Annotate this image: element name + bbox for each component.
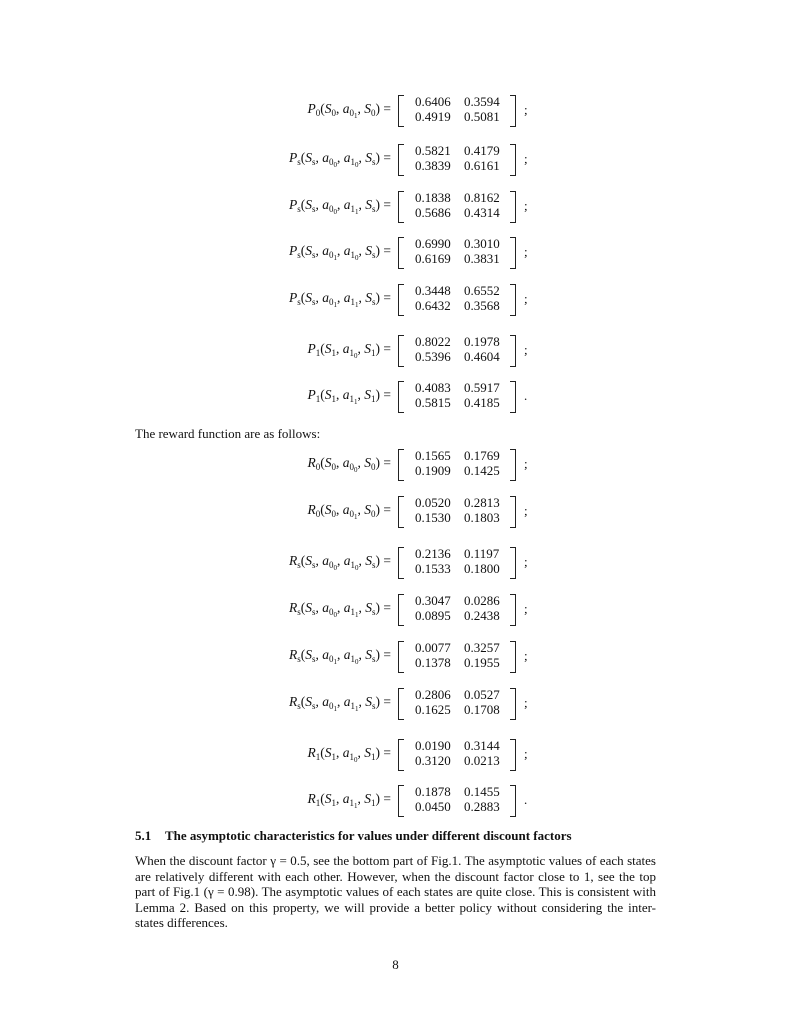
equation-punctuation: ; [524, 746, 528, 761]
matrix-cell: 0.1803 [464, 510, 500, 525]
matrix [398, 144, 516, 174]
transition-equation [0, 335, 791, 365]
matrix-cell: 0.5081 [464, 109, 500, 124]
matrix-cell: 0.6432 [415, 298, 451, 313]
matrix-cell: 0.1800 [464, 561, 500, 576]
matrix-cell: 0.2136 [415, 546, 451, 561]
matrix-cell: 0.2813 [464, 495, 500, 510]
left-bracket [398, 739, 404, 771]
equation-lhs: $P_s(S_s$, $a_{0_0}$, $a_{1_0}$, $S_s$) = [288, 150, 391, 169]
equation-punctuation: ; [524, 244, 528, 259]
matrix-cell: 0.0895 [415, 608, 451, 623]
equation-punctuation: ; [524, 503, 528, 518]
matrix [398, 449, 516, 479]
matrix-cell: 0.0190 [415, 738, 451, 753]
reward-equation [0, 594, 791, 624]
left-bracket [398, 284, 404, 316]
transition-equation [0, 237, 791, 267]
matrix-cell: 0.1425 [464, 463, 500, 478]
matrix-cell: 0.6169 [415, 251, 451, 266]
matrix [398, 496, 516, 526]
left-bracket [398, 785, 404, 817]
equation-punctuation: ; [524, 102, 528, 117]
right-bracket [510, 496, 516, 528]
matrix-cell: 0.1909 [415, 463, 451, 478]
matrix-cell: 0.3448 [415, 283, 451, 298]
transition-equation [0, 381, 791, 411]
right-bracket [510, 335, 516, 367]
right-bracket [510, 547, 516, 579]
reward-equation [0, 739, 791, 769]
matrix [398, 688, 516, 718]
section-number: 5.1 [135, 828, 152, 843]
matrix-cell: 0.4314 [464, 205, 500, 220]
matrix-cell: 0.6406 [415, 94, 451, 109]
left-bracket [398, 496, 404, 528]
equation-punctuation: ; [524, 151, 528, 166]
matrix-cell: 0.0450 [415, 799, 451, 814]
equation-lhs: $R_0(S_0$, $a_{0_1}$, $S_0$) = [307, 502, 391, 521]
left-bracket [398, 144, 404, 176]
matrix-cell: 0.3257 [464, 640, 500, 655]
matrix [398, 594, 516, 624]
equation-punctuation: ; [524, 554, 528, 569]
equation-punctuation: ; [524, 601, 528, 616]
equation-lhs: $P_s(S_s$, $a_{0_1}$, $a_{1_1}$, $S_s$) = [288, 290, 391, 309]
matrix-cell: 0.2883 [464, 799, 500, 814]
matrix-cell: 0.1197 [464, 546, 500, 561]
matrix-cell: 0.3839 [415, 158, 451, 173]
equation-lhs: $R_s(S_s$, $a_{0_0}$, $a_{1_0}$, $S_s$) = [288, 553, 391, 572]
matrix-cell: 0.3120 [415, 753, 451, 768]
matrix-cell: 0.5686 [415, 205, 451, 220]
matrix-cell: 0.4083 [415, 380, 451, 395]
matrix-cell: 0.6990 [415, 236, 451, 251]
left-bracket [398, 449, 404, 481]
section-paragraph: When the discount factor γ = 0.5, see the bottom part of Fig.1. The asymptotic values of each states are relatively different with each other. However, when the discount factor close to 1, see the top part of Fig.1 (γ = 0.98). The asymptotic values of each states are quite close. This is consistent with Lemma 2. Based on this property, we will provide a better policy without considering the inter-states differences. [135, 853, 656, 930]
matrix-cell: 0.1978 [464, 334, 500, 349]
matrix-cell: 0.6552 [464, 283, 500, 298]
equation-lhs: $P_s(S_s$, $a_{0_1}$, $a_{1_0}$, $S_s$) = [288, 243, 391, 262]
equation-punctuation: ; [524, 648, 528, 663]
right-bracket [510, 688, 516, 720]
right-bracket [510, 191, 516, 223]
matrix-cell: 0.0527 [464, 687, 500, 702]
left-bracket [398, 381, 404, 413]
equation-punctuation: ; [524, 695, 528, 710]
reward-equation [0, 785, 791, 815]
matrix-cell: 0.0520 [415, 495, 451, 510]
reward-equation [0, 496, 791, 526]
right-bracket [510, 381, 516, 413]
equation-punctuation: . [524, 388, 528, 403]
equation-lhs: $R_1(S_1$, $a_{1_1}$, $S_1$) = [307, 791, 391, 810]
matrix-cell: 0.1769 [464, 448, 500, 463]
matrix-cell: 0.8022 [415, 334, 451, 349]
matrix-cell: 0.5821 [415, 143, 451, 158]
reward-equation [0, 641, 791, 671]
transition-equation [0, 144, 791, 174]
right-bracket [510, 237, 516, 269]
equation-punctuation: ; [524, 291, 528, 306]
matrix [398, 547, 516, 577]
matrix-cell: 0.6161 [464, 158, 500, 173]
matrix-cell: 0.1838 [415, 190, 451, 205]
matrix-cell: 0.2438 [464, 608, 500, 623]
equation-punctuation: ; [524, 456, 528, 471]
right-bracket [510, 144, 516, 176]
matrix-cell: 0.1708 [464, 702, 500, 717]
section-title: The asymptotic characteristics for values under different discount factors [165, 828, 572, 843]
matrix-cell: 0.1565 [415, 448, 451, 463]
matrix [398, 381, 516, 411]
section-heading [135, 828, 572, 844]
right-bracket [510, 641, 516, 673]
left-bracket [398, 547, 404, 579]
matrix [398, 191, 516, 221]
matrix-cell: 0.5917 [464, 380, 500, 395]
equation-lhs: $R_s(S_s$, $a_{0_0}$, $a_{1_1}$, $S_s$) = [288, 600, 391, 619]
reward-equation [0, 547, 791, 577]
matrix [398, 641, 516, 671]
matrix-cell: 0.1878 [415, 784, 451, 799]
left-bracket [398, 191, 404, 223]
equation-lhs: $R_1(S_1$, $a_{1_0}$, $S_1$) = [307, 745, 391, 764]
equation-lhs: $R_s(S_s$, $a_{0_1}$, $a_{1_1}$, $S_s$) = [288, 694, 391, 713]
equation-punctuation: ; [524, 342, 528, 357]
matrix-cell: 0.0286 [464, 593, 500, 608]
matrix-cell: 0.5815 [415, 395, 451, 410]
matrix [398, 95, 516, 125]
matrix [398, 237, 516, 267]
matrix-cell: 0.3594 [464, 94, 500, 109]
equation-lhs: $R_0(S_0$, $a_{0_0}$, $S_0$) = [307, 455, 391, 474]
left-bracket [398, 237, 404, 269]
transition-equation [0, 95, 791, 125]
matrix-cell: 0.3831 [464, 251, 500, 266]
equation-punctuation: ; [524, 198, 528, 213]
matrix-cell: 0.0213 [464, 753, 500, 768]
equation-lhs: $P_s(S_s$, $a_{0_0}$, $a_{1_1}$, $S_s$) = [288, 197, 391, 216]
matrix-cell: 0.1533 [415, 561, 451, 576]
matrix-cell: 0.5396 [415, 349, 451, 364]
left-bracket [398, 95, 404, 127]
equation-punctuation: . [524, 792, 528, 807]
matrix-cell: 0.4179 [464, 143, 500, 158]
reward-equation [0, 449, 791, 479]
matrix-cell: 0.4919 [415, 109, 451, 124]
equation-lhs: $P_1(S_1$, $a_{1_0}$, $S_1$) = [307, 341, 391, 360]
matrix-cell: 0.4185 [464, 395, 500, 410]
right-bracket [510, 284, 516, 316]
right-bracket [510, 594, 516, 626]
matrix [398, 335, 516, 365]
reward-intro: The reward function are as follows: [135, 426, 321, 441]
matrix-cell: 0.3144 [464, 738, 500, 753]
matrix [398, 284, 516, 314]
matrix-cell: 0.3568 [464, 298, 500, 313]
matrix-cell: 0.3047 [415, 593, 451, 608]
matrix-cell: 0.1955 [464, 655, 500, 670]
transition-equation [0, 284, 791, 314]
matrix-cell: 0.1530 [415, 510, 451, 525]
matrix-cell: 0.8162 [464, 190, 500, 205]
left-bracket [398, 594, 404, 626]
matrix-cell: 0.3010 [464, 236, 500, 251]
matrix-cell: 0.2806 [415, 687, 451, 702]
reward-equation [0, 688, 791, 718]
left-bracket [398, 641, 404, 673]
matrix-cell: 0.4604 [464, 349, 500, 364]
right-bracket [510, 739, 516, 771]
right-bracket [510, 785, 516, 817]
left-bracket [398, 688, 404, 720]
matrix-cell: 0.1625 [415, 702, 451, 717]
page-number: 8 [392, 957, 399, 972]
equation-lhs: $R_s(S_s$, $a_{0_1}$, $a_{1_0}$, $S_s$) = [288, 647, 391, 666]
right-bracket [510, 95, 516, 127]
matrix-cell: 0.1455 [464, 784, 500, 799]
matrix-cell: 0.1378 [415, 655, 451, 670]
matrix-cell: 0.0077 [415, 640, 451, 655]
matrix [398, 785, 516, 815]
right-bracket [510, 449, 516, 481]
equation-lhs: $P_1(S_1$, $a_{1_1}$, $S_1$) = [307, 387, 391, 406]
left-bracket [398, 335, 404, 367]
matrix [398, 739, 516, 769]
transition-equation [0, 191, 791, 221]
equation-lhs: $P_0(S_0$, $a_{0_1}$, $S_0$) = [307, 101, 391, 120]
